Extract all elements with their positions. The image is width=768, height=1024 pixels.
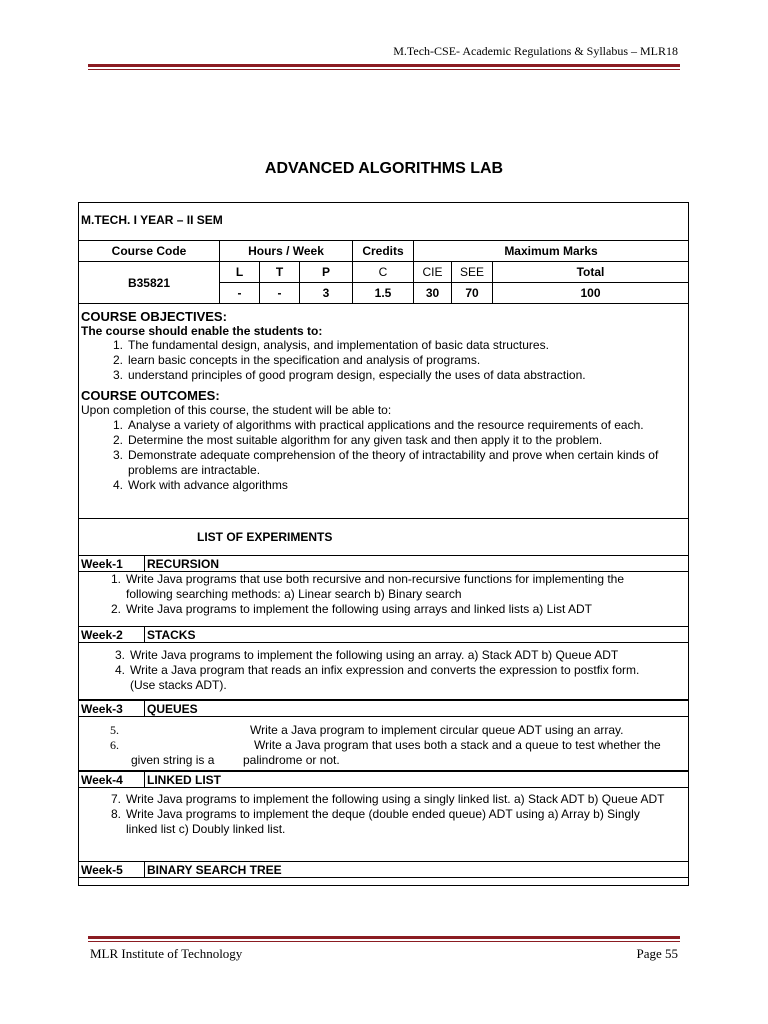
item-text: understand principles of good program design, especially the uses of data abstraction. <box>128 368 586 382</box>
item-number: 8. <box>110 807 121 821</box>
item-number: 2. <box>110 602 121 616</box>
item-text: Write Java programs to implement the following using arrays and linked lists a) List ADT <box>126 602 592 616</box>
item-number: 3. <box>112 368 123 382</box>
item-number: 5. <box>110 723 119 737</box>
item-number: 2. <box>112 353 123 367</box>
list-item <box>79 602 648 617</box>
week-2-row <box>78 626 689 643</box>
week-5-body <box>78 877 689 886</box>
item-text: The fundamental design, analysis, and implementation of basic data structures. <box>128 338 549 352</box>
year-sem-box <box>78 202 689 241</box>
week-1-body <box>78 571 689 627</box>
outcomes-heading: COURSE OUTCOMES: <box>81 388 220 403</box>
footer-institute: MLR Institute of Technology <box>90 946 243 961</box>
divider <box>144 701 145 716</box>
item-number: 7. <box>110 792 121 806</box>
c-header: C <box>353 262 414 283</box>
experiments-heading-box <box>78 518 689 556</box>
course-info-table <box>78 240 689 304</box>
p-value: 3 <box>300 283 353 304</box>
hours-week-header: Hours / Week <box>220 241 353 262</box>
item-text: Write Java programs that use both recursive and non-recursive functions for implementing the following searching methods: a) Linear search b) Binary search <box>126 572 625 601</box>
year-sem-label: M.TECH. I YEAR – II SEM <box>81 213 223 227</box>
week-label: Week-3 <box>81 702 123 716</box>
list-item <box>81 353 684 368</box>
week-4-body <box>78 787 689 862</box>
objectives-heading: COURSE OBJECTIVES: <box>81 309 227 324</box>
item-number: 6. <box>110 738 119 752</box>
week-topic: RECURSION <box>147 557 220 571</box>
divider <box>144 862 145 877</box>
total-value: 100 <box>493 283 689 304</box>
item-text: Demonstrate adequate comprehension of the theory of intractability and prove when certain kinds of problems are intractable. <box>128 448 659 477</box>
week-4-row <box>78 771 689 788</box>
l-value: - <box>220 283 260 304</box>
week-topic: QUEUES <box>147 702 198 716</box>
running-header: M.Tech-CSE- Academic Regulations & Syllabus – MLR18 <box>393 44 678 58</box>
week-1-row <box>78 555 689 572</box>
item-text: Write Java programs to implement the deque (double ended queue) ADT using a) Array b) Singly linked list c) Doubly linked list. <box>126 807 640 836</box>
item-text: Write a Java program that uses both a stack and a queue to test whether the <box>254 738 661 752</box>
list-item <box>79 807 668 837</box>
page-title: ADVANCED ALGORITHMS LAB <box>264 160 504 177</box>
week-label: Week-5 <box>81 863 123 877</box>
outcomes-list <box>81 418 684 493</box>
item-text: learn basic concepts in the specification and analysis of programs. <box>128 353 481 367</box>
objectives-outcomes-box <box>78 303 689 519</box>
p-header: P <box>300 262 353 283</box>
item-text: Determine the most suitable algorithm for any given task and then apply it to the problem. <box>128 433 603 447</box>
course-code-value: B35821 <box>79 262 220 304</box>
week-3-row <box>78 700 689 717</box>
credits-header: Credits <box>353 241 414 262</box>
cie-header: CIE <box>414 262 452 283</box>
footer-rule <box>88 936 680 939</box>
header-rule <box>88 64 680 67</box>
week-topic: LINKED LIST <box>147 773 221 787</box>
item-text: Analyse a variety of algorithms with practical applications and the resource requirements of each. <box>128 418 644 432</box>
objectives-list <box>81 338 684 383</box>
item-text: Work with advance algorithms <box>128 478 288 492</box>
week-3-body <box>78 716 689 771</box>
c-value: 1.5 <box>353 283 414 304</box>
divider <box>144 556 145 571</box>
week-label: Week-1 <box>81 557 123 571</box>
divider <box>144 627 145 642</box>
item-text: Write Java programs to implement the following using an array. a) Stack ADT b) Queue ADT <box>130 648 619 662</box>
list-item <box>81 478 684 493</box>
divider <box>144 772 145 787</box>
item-text: given string is a <box>131 753 215 767</box>
item-number: 3. <box>114 648 125 662</box>
header-rule-thin <box>88 69 680 70</box>
see-header: SEE <box>452 262 493 283</box>
list-item <box>83 648 668 663</box>
see-value: 70 <box>452 283 493 304</box>
list-item <box>79 572 648 602</box>
week-topic: BINARY SEARCH TREE <box>147 863 282 877</box>
list-item <box>79 792 668 807</box>
t-header: T <box>260 262 300 283</box>
list-item <box>81 338 684 353</box>
list-item <box>81 433 684 448</box>
list-item <box>81 368 684 383</box>
item-number: 1. <box>112 418 123 432</box>
week-label: Week-4 <box>81 773 123 787</box>
item-text: Write Java programs to implement the following using a singly linked list. a) Stack ADT b) Queue ADT <box>126 792 665 806</box>
week-5-row <box>78 861 689 878</box>
week-2-body <box>78 642 689 700</box>
item-number: 1. <box>110 572 121 586</box>
week-topic: STACKS <box>147 628 196 642</box>
item-text: palindrome or not. <box>243 753 340 767</box>
list-item <box>81 418 684 433</box>
list-item <box>83 663 668 693</box>
item-number: 3. <box>112 448 123 462</box>
item-number: 1. <box>112 338 123 352</box>
t-value: - <box>260 283 300 304</box>
outcomes-intro: Upon completion of this course, the student will be able to: <box>81 403 392 417</box>
item-text: Write a Java program that reads an infix expression and converts the expression to postfix form. (Use stacks ADT). <box>130 663 640 692</box>
footer-page-number: Page 55 <box>636 946 678 961</box>
list-item <box>81 448 684 478</box>
max-marks-header: Maximum Marks <box>414 241 689 262</box>
experiments-heading: LIST OF EXPERIMENTS <box>197 530 333 544</box>
item-text: Write a Java program to implement circular queue ADT using an array. <box>250 723 624 737</box>
total-header: Total <box>493 262 689 283</box>
item-number: 2. <box>112 433 123 447</box>
course-code-header: Course Code <box>79 241 220 262</box>
cie-value: 30 <box>414 283 452 304</box>
item-number: 4. <box>114 663 125 677</box>
footer-rule-thin <box>88 941 680 942</box>
objectives-intro: The course should enable the students to: <box>81 324 323 338</box>
item-number: 4. <box>112 478 123 492</box>
week-label: Week-2 <box>81 628 123 642</box>
l-header: L <box>220 262 260 283</box>
